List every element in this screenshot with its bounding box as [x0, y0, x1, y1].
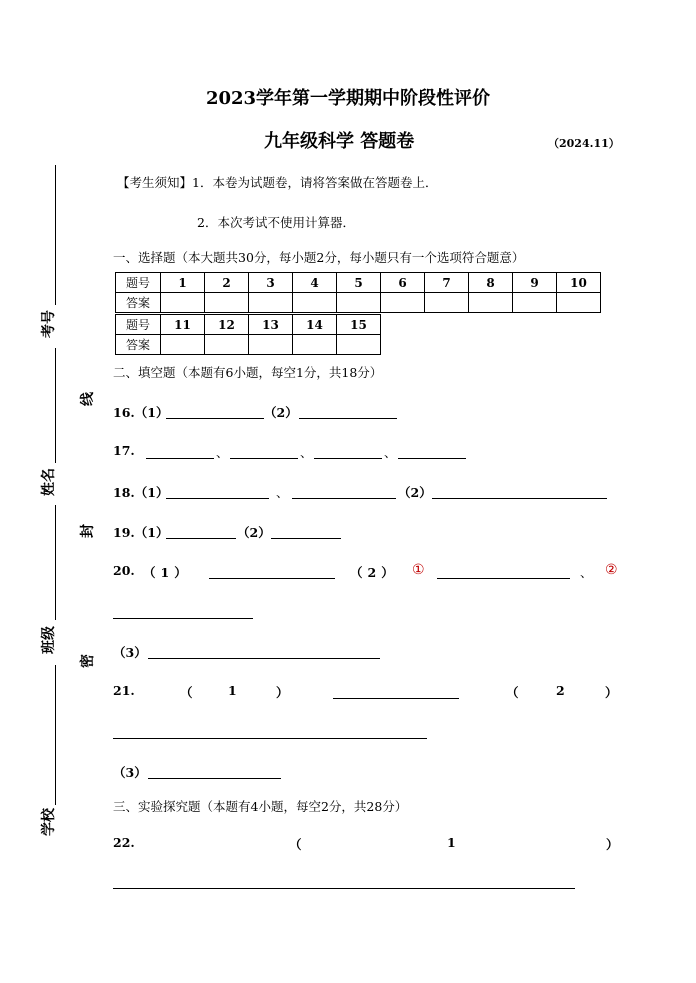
notice-line-2: 2．本次考试不使用计算器． [197, 215, 355, 230]
q22-part1-open: （ [289, 837, 302, 852]
question-number: 4 [293, 273, 337, 293]
answer-cell[interactable] [249, 293, 293, 313]
q19-blank-1[interactable] [166, 538, 236, 539]
q17-blank-2[interactable] [230, 458, 298, 459]
q20-separator: 、 [580, 565, 593, 580]
q18-separator: 、 [276, 485, 289, 500]
question-number: 2 [205, 273, 249, 293]
question-number: 6 [381, 273, 425, 293]
question-number: 13 [249, 315, 293, 335]
q18-part2-label: （2） [398, 485, 432, 500]
question-number: 1 [161, 273, 205, 293]
answer-cell[interactable] [293, 293, 337, 313]
q16-label: 16.（1） [113, 405, 169, 420]
answer-table-row2 [115, 314, 381, 355]
question-number: 3 [249, 273, 293, 293]
q17-separator-2: 、 [300, 445, 313, 460]
notice-line-1: 【考生须知】1．本卷为试题卷，请将答案做在答题卷上． [117, 175, 438, 190]
question-number: 8 [469, 273, 513, 293]
q19-part2-label: （2） [237, 525, 271, 540]
answer-cell[interactable] [337, 335, 381, 355]
question-number: 10 [557, 273, 601, 293]
question-number: 9 [513, 273, 557, 293]
answer-cell[interactable] [425, 293, 469, 313]
q17-blank-1[interactable] [146, 458, 214, 459]
q18-blank-1[interactable] [166, 498, 269, 499]
q17-blank-3[interactable] [314, 458, 382, 459]
document-title: 2023学年第一学期期中阶段性评价 [205, 88, 491, 109]
section-3-heading: 三、实验探究题（本题有4小题，每空2分，共28分） [113, 799, 408, 814]
q21-part2-open: （ [506, 685, 519, 700]
answer-cell[interactable] [205, 293, 249, 313]
document-subtitle: 九年级科学 答题卷 [264, 131, 415, 152]
q19-blank-2[interactable] [271, 538, 341, 539]
question-number: 15 [337, 315, 381, 335]
q20-circle-1: ① [412, 562, 425, 578]
section-1-heading: 一、选择题（本大题共30分，每小题2分，每小题只有一个选项符合题意） [113, 250, 525, 265]
q17-blank-4[interactable] [398, 458, 466, 459]
q19-label: 19.（1） [113, 525, 169, 540]
q20-blank-1[interactable] [209, 578, 335, 579]
answer-table-row1 [115, 272, 601, 313]
q21-part2-close: ） [605, 685, 618, 700]
exam-no-label: 考号 [41, 310, 57, 338]
q21-blank-3[interactable] [148, 778, 281, 779]
q20-circle-2: ② [605, 562, 618, 578]
seal-char-mi: 密 [80, 654, 96, 668]
seal-char-feng: 封 [80, 524, 96, 538]
question-number: 11 [161, 315, 205, 335]
answer-row-label: 答案 [116, 335, 161, 355]
section-2-heading: 二、填空题（本题有6小题，每空1分，共18分） [113, 365, 383, 380]
q20-part2-label: （2） [350, 565, 399, 580]
name-label: 姓名 [41, 468, 57, 496]
answer-cell[interactable] [161, 335, 205, 355]
answer-row-label: 答案 [116, 293, 161, 313]
q20-blank-4[interactable] [148, 658, 380, 659]
q16-blank-2[interactable] [299, 418, 397, 419]
q17-separator-3: 、 [384, 445, 397, 460]
q21-blank-1[interactable] [333, 698, 459, 699]
q21-label: 21. [113, 683, 135, 698]
answer-cell[interactable] [293, 335, 337, 355]
q17-label: 17. [113, 443, 135, 458]
q18-label: 18.（1） [113, 485, 169, 500]
q21-part2-number: 2 [556, 683, 565, 698]
answer-cell[interactable] [557, 293, 601, 313]
answer-cell[interactable] [161, 293, 205, 313]
answer-cell[interactable] [249, 335, 293, 355]
q21-part3-label: （3） [113, 765, 147, 780]
table-header-label: 题号 [116, 273, 161, 293]
q22-part1-close: ） [606, 837, 619, 852]
question-number: 7 [425, 273, 469, 293]
question-number: 12 [205, 315, 249, 335]
q20-blank-3[interactable] [113, 618, 253, 619]
answer-cell[interactable] [381, 293, 425, 313]
q16-blank-1[interactable] [166, 418, 264, 419]
answer-cell[interactable] [513, 293, 557, 313]
school-line [55, 665, 56, 805]
q21-blank-2[interactable] [113, 738, 427, 739]
q17-separator-1: 、 [216, 445, 229, 460]
q20-part3-label: （3） [113, 645, 147, 660]
document-date: （2024.11） [548, 137, 620, 150]
name-line [55, 348, 56, 463]
q21-part1-close: ） [276, 685, 289, 700]
q20-part1-label: （1） [143, 565, 192, 580]
q20-label: 20. [113, 563, 135, 578]
q22-part1-number: 1 [447, 835, 456, 850]
table-header-label: 题号 [116, 315, 161, 335]
exam-no-line [55, 165, 56, 305]
q20-blank-2[interactable] [437, 578, 570, 579]
question-number: 14 [293, 315, 337, 335]
q18-blank-3[interactable] [432, 498, 607, 499]
q18-blank-2[interactable] [292, 498, 396, 499]
q22-blank-1[interactable] [113, 888, 575, 889]
q22-label: 22. [113, 835, 135, 850]
seal-char-xian: 线 [80, 392, 96, 406]
class-label: 班级 [41, 626, 57, 654]
answer-cell[interactable] [205, 335, 249, 355]
question-number: 5 [337, 273, 381, 293]
school-label: 学校 [41, 808, 57, 836]
q16-part2-label: （2） [264, 405, 298, 420]
q21-part1-open: （ [180, 685, 193, 700]
q21-part1-number: 1 [228, 683, 237, 698]
answer-cell[interactable] [337, 293, 381, 313]
answer-cell[interactable] [469, 293, 513, 313]
class-line [55, 505, 56, 620]
